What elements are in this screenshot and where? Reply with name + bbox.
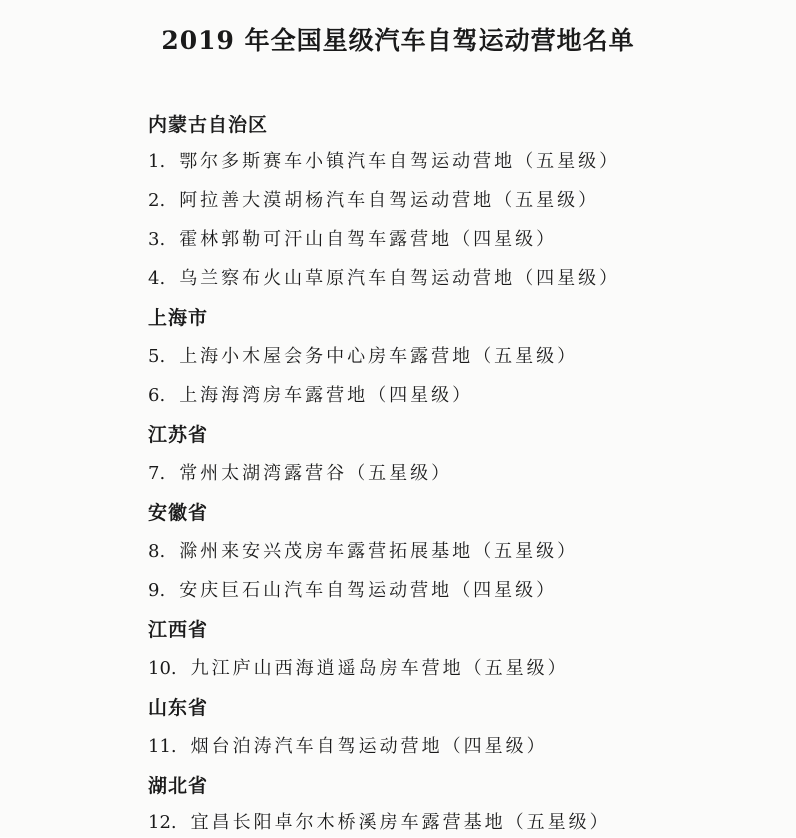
item-number: 7.	[148, 463, 166, 484]
item-name: 上海小木屋会务中心房车露营地	[179, 346, 474, 367]
item-level: （四星级）	[452, 229, 558, 250]
item-number: 12.	[148, 812, 177, 833]
item-number: 9.	[148, 580, 166, 601]
item-number: 6.	[148, 385, 166, 406]
item-number: 2.	[148, 190, 166, 211]
list-item	[148, 147, 796, 177]
region-heading: 江苏省	[148, 424, 209, 446]
item-level: （四星级）	[515, 268, 621, 289]
list-item	[148, 732, 796, 762]
item-level: （五星级）	[473, 346, 579, 367]
item-number: 1.	[148, 151, 166, 172]
region-heading: 湖北省	[148, 775, 209, 797]
list-item	[148, 225, 796, 255]
item-level: （四星级）	[368, 385, 474, 406]
item-number: 5.	[148, 346, 166, 367]
item-name: 安庆巨石山汽车自驾运动营地	[179, 580, 453, 601]
item-number: 4.	[148, 268, 166, 289]
list-item	[148, 342, 796, 372]
region-heading: 江西省	[148, 619, 209, 641]
region-heading: 上海市	[148, 307, 209, 329]
list-item	[148, 808, 796, 838]
region-heading: 安徽省	[148, 502, 209, 524]
list-item	[148, 186, 796, 216]
item-name: 滁州来安兴茂房车露营拓展基地	[179, 541, 474, 562]
item-level: （五星级）	[494, 190, 600, 211]
list-item	[148, 264, 796, 294]
item-level: （五星级）	[473, 541, 579, 562]
item-number: 11.	[148, 736, 177, 757]
item-name: 上海海湾房车露营地	[179, 385, 369, 406]
list-item	[148, 459, 796, 489]
list-item	[148, 381, 796, 411]
item-level: （五星级）	[515, 151, 621, 172]
item-number: 3.	[148, 229, 166, 250]
list-item	[148, 537, 796, 567]
region-heading: 内蒙古自治区	[148, 114, 269, 136]
item-name: 九江庐山西海逍遥岛房车营地	[190, 658, 464, 679]
item-name: 常州太湖湾露营谷	[179, 463, 348, 484]
item-name: 阿拉善大漠胡杨汽车自驾运动营地	[179, 190, 495, 211]
list-item	[148, 576, 796, 606]
item-name: 宜昌长阳卓尔木桥溪房车露营基地	[190, 812, 506, 833]
region-heading: 山东省	[148, 697, 209, 719]
item-name: 鄂尔多斯赛车小镇汽车自驾运动营地	[179, 151, 516, 172]
item-level: （四星级）	[442, 736, 548, 757]
document-title: 2019 年全国星级汽车自驾运动营地名单	[161, 26, 635, 55]
item-level: （五星级）	[347, 463, 453, 484]
list-item	[148, 654, 796, 684]
item-number: 10.	[148, 658, 177, 679]
item-level: （四星级）	[452, 580, 558, 601]
item-level: （五星级）	[463, 658, 569, 679]
item-name: 乌兰察布火山草原汽车自驾运动营地	[179, 268, 516, 289]
item-name: 烟台泊涛汽车自驾运动营地	[190, 736, 443, 757]
item-level: （五星级）	[505, 812, 611, 833]
item-name: 霍林郭勒可汗山自驾车露营地	[179, 229, 453, 250]
item-number: 8.	[148, 541, 166, 562]
